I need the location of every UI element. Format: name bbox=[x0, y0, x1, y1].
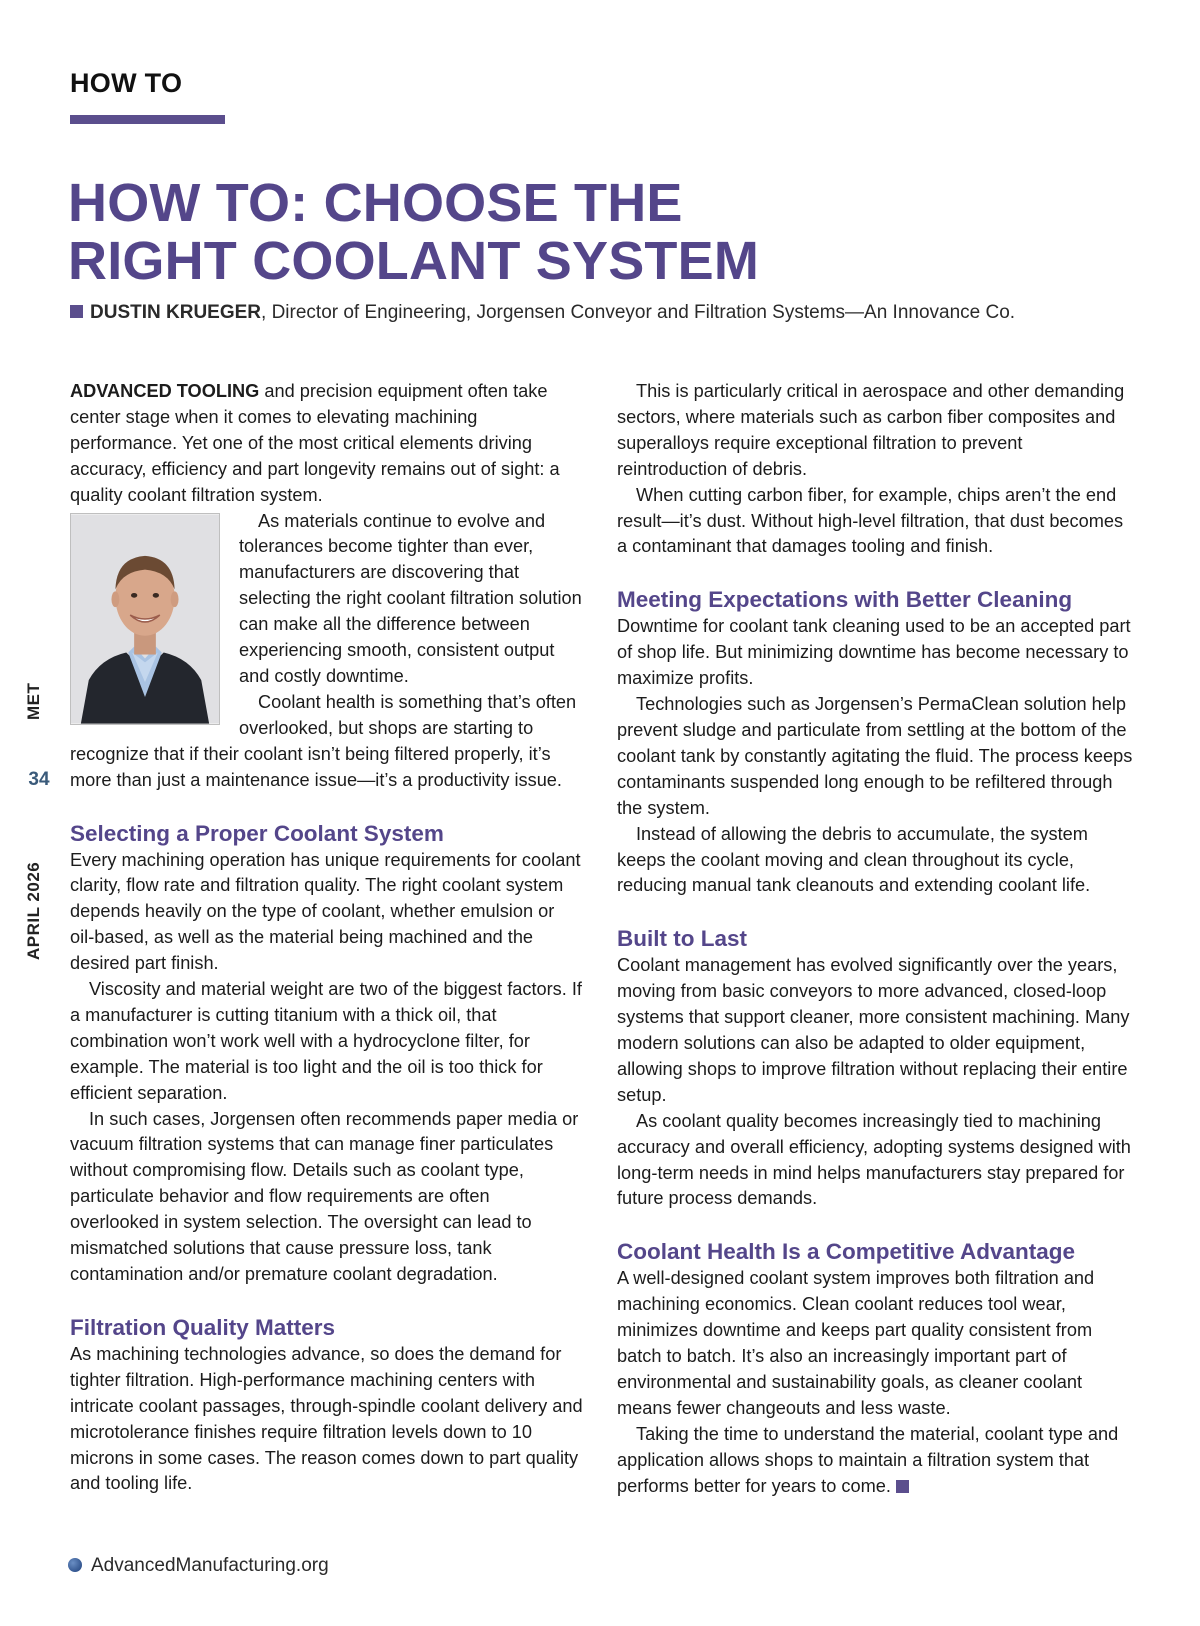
subheading-meeting: Meeting Expectations with Better Cleaning bbox=[617, 587, 1073, 613]
globe-icon bbox=[68, 1558, 82, 1572]
author-name: DUSTIN KRUEGER bbox=[90, 302, 262, 323]
paragraph: Downtime for coolant tank cleaning used to be an accepted part of shop life. But minimizing downtime has become necessary to maximize profits. bbox=[617, 616, 1131, 689]
article-title-line-2: RIGHT COOLANT SYSTEM bbox=[68, 231, 759, 291]
article-column-left bbox=[70, 379, 583, 1497]
paragraph: As materials continue to evolve and tolerances become tighter than ever, manufacturers are discovering that selecting the right coolant filtration solution can make all the difference between experiencing smooth, consistent output and costly downtime. bbox=[239, 510, 582, 686]
square-bullet-icon bbox=[70, 305, 83, 318]
paragraph: In such cases, Jorgensen often recommends paper media or vacuum filtration systems that can manage finer particulates without compromising flow. Details such as coolant type, particulate behavior and flow requirements are often overlooked in system selection. The oversight can lead to mismatched solutions that cause pressure loss, tank contamination and/or premature coolant degradation. bbox=[70, 1108, 579, 1284]
paragraph: Viscosity and material weight are two of the biggest factors. If a manufacturer is cutting titanium with a thick oil, that combination won’t work well with a hydrocyclone filter, for example. The material is too light and the oil is too thick for efficient separation. bbox=[70, 979, 582, 1103]
subheading-built: Built to Last bbox=[617, 926, 747, 952]
lead-text: and precision equipment often take center stage when it comes to elevating machining performance. Yet one of the most critical elements driving accuracy, efficiency and part longevity remains out of sight: a quality coolant filtration system. bbox=[70, 381, 560, 505]
footer bbox=[68, 1555, 329, 1577]
paragraph-final bbox=[617, 1422, 1133, 1500]
section-label: HOW TO bbox=[70, 68, 183, 98]
final-text: Taking the time to understand the material, coolant type and application allows shops to maintain a filtration system that performs better for years to come. bbox=[617, 1423, 1119, 1496]
author-role: , Director of Engineering, Jorgensen Conveyor and Filtration Systems—An Innovance Co. bbox=[261, 302, 1016, 323]
byline bbox=[70, 302, 1015, 324]
paragraph: Instead of allowing the debris to accumulate, the system keeps the coolant moving and clean throughout its cycle, reducing manual tank cleanouts and extending coolant life. bbox=[617, 823, 1091, 896]
paragraph: As coolant quality becomes increasingly tied to machining accuracy and overall efficiency, adopting systems designed with long-term needs in mind helps manufacturers stay prepared for future process demands. bbox=[617, 1110, 1131, 1209]
paragraph: Coolant health is something that’s often overlooked, but shops are starting to recognize that if their coolant isn’t being filtered properly, it’s more than just a maintenance issue—it’s a productivity issue. bbox=[70, 691, 577, 790]
lead-bold: ADVANCED TOOLING bbox=[70, 381, 260, 401]
sidebar-date: APRIL 2026 bbox=[24, 861, 43, 960]
footer-website[interactable]: AdvancedManufacturing.org bbox=[91, 1555, 329, 1576]
subheading-selecting: Selecting a Proper Coolant System bbox=[70, 820, 444, 846]
lead-paragraph bbox=[70, 379, 583, 509]
section-rule bbox=[70, 115, 225, 124]
article-title-line-1: HOW TO: CHOOSE THE bbox=[68, 173, 683, 233]
subheading-health: Coolant Health Is a Competitive Advantage bbox=[617, 1239, 1075, 1265]
article-title bbox=[68, 174, 759, 290]
article-column-right bbox=[617, 379, 1133, 1500]
page-number: 34 bbox=[28, 769, 50, 790]
paragraph: Technologies such as Jorgensen’s PermaClean solution help prevent sludge and particulate from settling at the bottom of the coolant tank by constantly agitating the fluid. The process keeps contaminants suspended long enough to be refiltered through the system. bbox=[617, 694, 1133, 818]
author-portrait-icon bbox=[71, 514, 219, 724]
paragraph: When cutting carbon fiber, for example, chips aren’t the end result—it’s dust. Without high-level filtration, that dust becomes a contaminant that damages tooling and finish. bbox=[617, 484, 1124, 557]
sidebar-publication: MET bbox=[24, 682, 43, 720]
end-of-article-square-icon bbox=[896, 1480, 909, 1493]
author-photo bbox=[70, 513, 220, 725]
paragraph: Coolant management has evolved significantly over the years, moving from basic conveyors to more advanced, closed-loop systems that support cleaner, more consistent machining. Many modern solutions can also be adapted to older equipment, allowing shops to improve filtration without replacing their entire setup. bbox=[617, 955, 1130, 1105]
paragraph: This is particularly critical in aerospace and other demanding sectors, where materials such as carbon fiber composites and superalloys require exceptional filtration to prevent reintroduction of debris. bbox=[617, 381, 1125, 479]
paragraph: Every machining operation has unique requirements for coolant clarity, flow rate and filtration quality. The right coolant system depends heavily on the type of coolant, whether emulsion or oil-based, as well as the material being machined and the desired part finish. bbox=[70, 849, 581, 974]
paragraph: A well-designed coolant system improves both filtration and machining economics. Clean coolant reduces tool wear, minimizes downtime and keeps part quality consistent from batch to batch. It’s also an increasingly important part of environmental and sustainability goals, as cleaner coolant means fewer changeouts and less waste. bbox=[617, 1268, 1095, 1418]
subheading-filtration: Filtration Quality Matters bbox=[70, 1314, 336, 1340]
paragraph: As machining technologies advance, so does the demand for tighter filtration. High-performance machining centers with intricate coolant passages, through-spindle coolant delivery and microtolerance finishes require filtration levels down to 10 microns in some cases. The reason comes down to part quality and tooling life. bbox=[70, 1343, 583, 1494]
